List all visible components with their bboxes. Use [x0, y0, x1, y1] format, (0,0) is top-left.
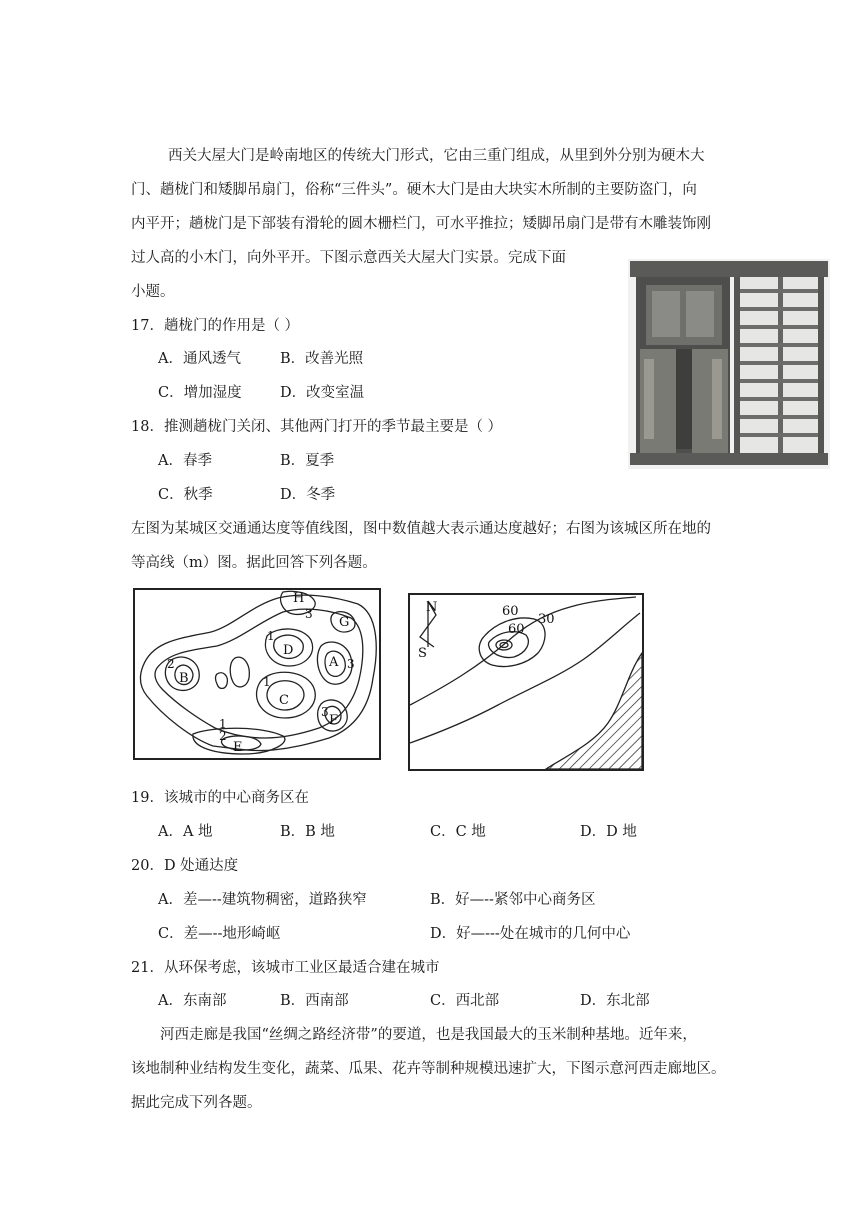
map-label-b: B — [179, 671, 189, 686]
map-label-contour: 1 — [263, 675, 271, 689]
option-a: A．春季 — [158, 453, 212, 469]
door-photo — [628, 259, 830, 469]
north-label: N — [426, 600, 438, 615]
option-b: B．西南部 — [280, 993, 349, 1009]
door-photo-image — [628, 259, 830, 469]
option-d: D．好—---处在城市的几何中心 — [430, 926, 631, 942]
contour-map — [408, 593, 644, 771]
map-label-contour: 3 — [347, 657, 355, 671]
map-label-contour: 1 — [219, 717, 227, 731]
text-line: 左图为某城区交通通达度等值线图，图中数值越大表示通达度越好；右图为该城区所在地的 — [131, 521, 711, 537]
question-stem: 17．趟栊门的作用是（ ） — [131, 318, 300, 334]
text-line: 门、趟栊门和矮脚吊扇门，俗称“三件头”。硬木大门是由大块实木所制的主要防盗门，向 — [131, 182, 697, 198]
option-a: A．差—--建筑物稠密，道路狭窄 — [158, 892, 367, 908]
text-line: 过人高的小木门，向外平开。下图示意西关大屋大门实景。完成下面 — [131, 250, 566, 266]
text-line: 内平开；趟栊门是下部装有滑轮的圆木栅栏门，可水平推拉；矮脚吊扇门是带有木雕装饰刚 — [131, 216, 711, 232]
contour-label-60-inner: 60 — [508, 622, 525, 637]
question-stem: 18．推测趟栊门关闭、其他两门打开的季节最主要是（ ） — [131, 419, 503, 435]
map-label-g: G — [339, 615, 350, 630]
south-label: S — [418, 646, 427, 661]
map-label-contour: 2 — [219, 729, 227, 743]
option-c: C．C 地 — [430, 824, 486, 840]
map-label-contour: 2 — [167, 657, 175, 671]
contour-label-60: 60 — [502, 604, 519, 619]
map-label-e: E — [233, 740, 243, 755]
contour-label-30: 30 — [538, 612, 555, 627]
option-b: B．夏季 — [280, 453, 335, 469]
map-label-a: A — [329, 655, 339, 670]
map-label-contour: 3 — [321, 705, 329, 719]
option-b: B．改善光照 — [280, 351, 364, 367]
option-d: D．东北部 — [580, 993, 650, 1009]
map-label-c: C — [279, 693, 289, 708]
option-d: D．D 地 — [580, 824, 637, 840]
map-label-contour: 3 — [305, 607, 313, 621]
text-line: 西关大屋大门是岭南地区的传统大门形式，它由三重门组成，从里到外分别为硬木大 — [168, 148, 705, 164]
option-a: A．东南部 — [158, 993, 227, 1009]
option-c: C．西北部 — [430, 993, 500, 1009]
option-d: D．改变室温 — [280, 385, 365, 401]
text-line: 河西走廊是我国“丝绸之路经济带”的要道，也是我国最大的玉米制种基地。近年来， — [160, 1027, 697, 1043]
map-label-d: D — [283, 643, 294, 658]
map-label-contour: 1 — [267, 629, 275, 643]
text-line: 该地制种业结构发生变化，蔬菜、瓜果、花卉等制种规模迅速扩大，下图示意河西走廊地区。 — [131, 1061, 726, 1077]
text-line: 据此完成下列各题。 — [131, 1095, 262, 1111]
option-c: C．秋季 — [158, 487, 213, 503]
question-stem: 21．从环保考虑，该城市工业区最适合建在城市 — [131, 960, 440, 976]
text-line: 等高线（m）图。据此回答下列各题。 — [131, 555, 377, 571]
text-line: 小题。 — [131, 284, 175, 300]
map-label-h: H — [293, 591, 305, 606]
option-a: A．A 地 — [158, 824, 213, 840]
accessibility-isoline-map — [133, 588, 381, 760]
option-c: C．差—--地形崎岖 — [158, 926, 281, 942]
option-d: D．冬季 — [280, 487, 336, 503]
question-stem: 19．该城市的中心商务区在 — [131, 790, 309, 806]
option-a: A．通风透气 — [158, 351, 241, 367]
option-c: C．增加湿度 — [158, 385, 242, 401]
map-label-f: F — [329, 713, 339, 728]
question-stem: 20．D 处通达度 — [131, 858, 239, 874]
option-b: B．B 地 — [280, 824, 335, 840]
option-b: B．好—--紧邻中心商务区 — [430, 892, 596, 908]
